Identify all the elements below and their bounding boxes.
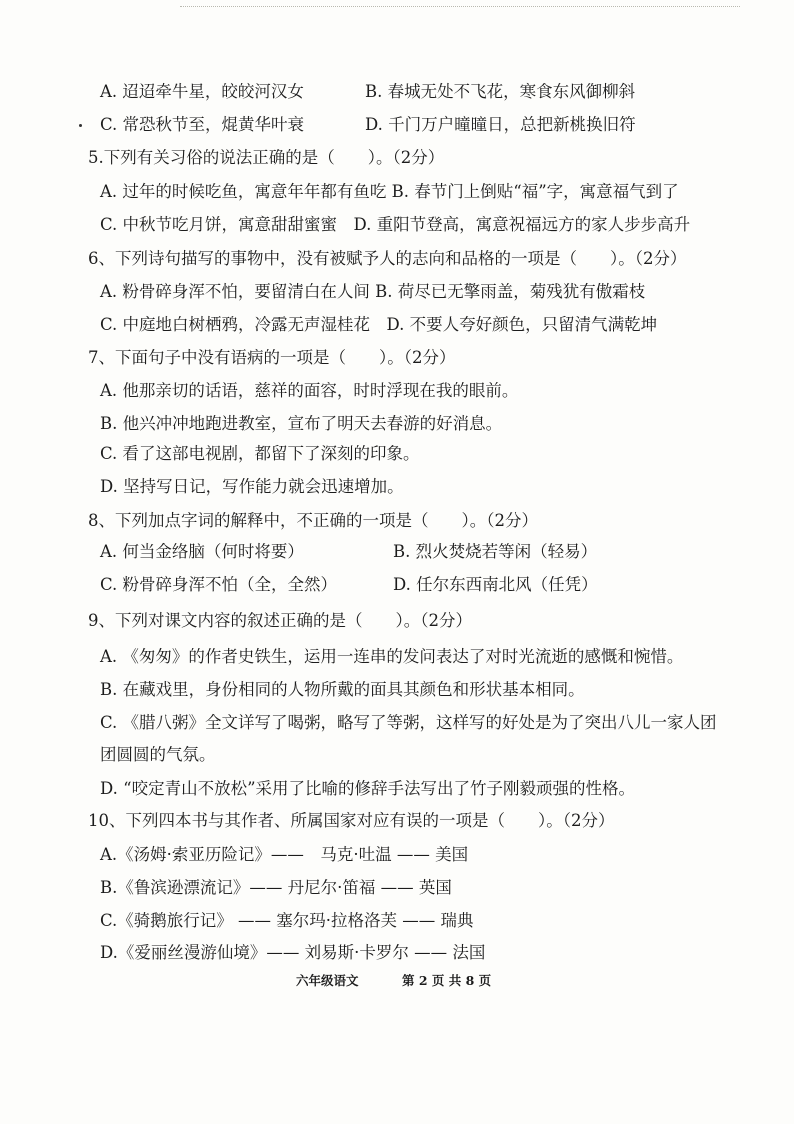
scan-speck (79, 124, 82, 127)
q8-option-c: C. 粉骨碎身浑不怕（全，全然） (100, 575, 338, 594)
q4-option-c: C. 常恐秋节至，焜黄华叶衰 (100, 115, 305, 134)
q4-option-a: A. 迢迢牵牛星，皎皎河汉女 (100, 82, 304, 101)
q9-option-a: A. 《匆匆》的作者史铁生，运用一连串的发问表达了对时光流逝的感慨和惋惜。 (100, 647, 684, 666)
q9-option-d: D. “咬定青山不放松”采用了比喻的修辞手法写出了竹子刚毅顽强的性格。 (100, 779, 636, 798)
q7-stem: 7、下面句子中没有语病的一项是（ ）。（2分） (88, 348, 456, 367)
q5-options-ab: A. 过年的时候吃鱼，寓意年年都有鱼吃 B. 春节门上倒贴“福”字，寓意福气到了 (100, 182, 679, 201)
q5-stem: 5.下列有关习俗的说法正确的是（ ）。（2分） (88, 148, 445, 167)
q7-option-a: A. 他那亲切的话语，慈祥的面容，时时浮现在我的眼前。 (100, 381, 519, 400)
scan-top-edge (180, 6, 740, 7)
q7-option-d: D. 坚持写日记，写作能力就会迅速增加。 (100, 477, 404, 496)
q5-options-cd: C. 中秋节吃月饼，寓意甜甜蜜蜜 D. 重阳节登高，寓意祝福远方的家人步步高升 (100, 215, 691, 234)
q10-stem: 10、下列四本书与其作者、所属国家对应有误的一项是（ ）。（2分） (88, 811, 615, 830)
q4-option-b: B. 春城无处不飞花，寒食东风御柳斜 (365, 82, 636, 101)
q8-option-a: A. 何当金络脑（何时将要） (100, 542, 304, 561)
q7-option-b: B. 他兴冲冲地跑进教室，宣布了明天去春游的好消息。 (100, 414, 503, 433)
q9-option-b: B. 在藏戏里，身份相同的人物所戴的面具其颜色和形状基本相同。 (100, 680, 585, 699)
q8-stem: 8、下列加点字词的解释中，不正确的一项是（ ）。（2分） (88, 511, 538, 530)
footer-page-number: 第 2 页 共 8 页 (402, 973, 492, 988)
q9-option-c-line-2: 团圆圆的气氛。 (100, 745, 216, 764)
q10-option-c: C.《骑鹅旅行记》 —— 塞尔玛·拉格洛芙 —— 瑞典 (100, 911, 474, 930)
q10-option-a: A.《汤姆·索亚历险记》—— 马克·吐温 —— 美国 (100, 845, 469, 864)
q6-options-ab: A. 粉骨碎身浑不怕，要留清白在人间 B. 荷尽已无擎雨盖，菊残犹有傲霜枝 (100, 282, 646, 301)
q4-option-d: D. 千门万户曈曈日，总把新桃换旧符 (365, 115, 636, 134)
q8-option-d: D. 任尔东西南北风（任凭） (393, 575, 598, 594)
q7-option-c: C. 看了这部电视剧，都留下了深刻的印象。 (100, 444, 420, 463)
q8-option-b: B. 烈火焚烧若等闲（轻易） (393, 542, 598, 561)
q9-stem: 9、下列对课文内容的叙述正确的是（ ）。（2分） (88, 611, 472, 630)
q6-stem: 6、下列诗句描写的事物中，没有被赋予人的志向和品格的一项是（ ）。（2分） (88, 249, 687, 268)
q6-options-cd: C. 中庭地白树栖鸦，冷露无声湿桂花 D. 不要人夸好颜色，只留清气满乾坤 (100, 315, 658, 334)
footer-subject: 六年级语文 (296, 973, 359, 988)
q10-option-d: D.《爱丽丝漫游仙境》—— 刘易斯·卡罗尔 —— 法国 (100, 943, 486, 962)
q9-option-c-line-1: C. 《腊八粥》全文详写了喝粥，略写了等粥，这样写的好处是为了突出八儿一家人团 (100, 713, 717, 732)
q10-option-b: B.《鲁滨逊漂流记》—— 丹尼尔·笛福 —— 英国 (100, 878, 452, 897)
